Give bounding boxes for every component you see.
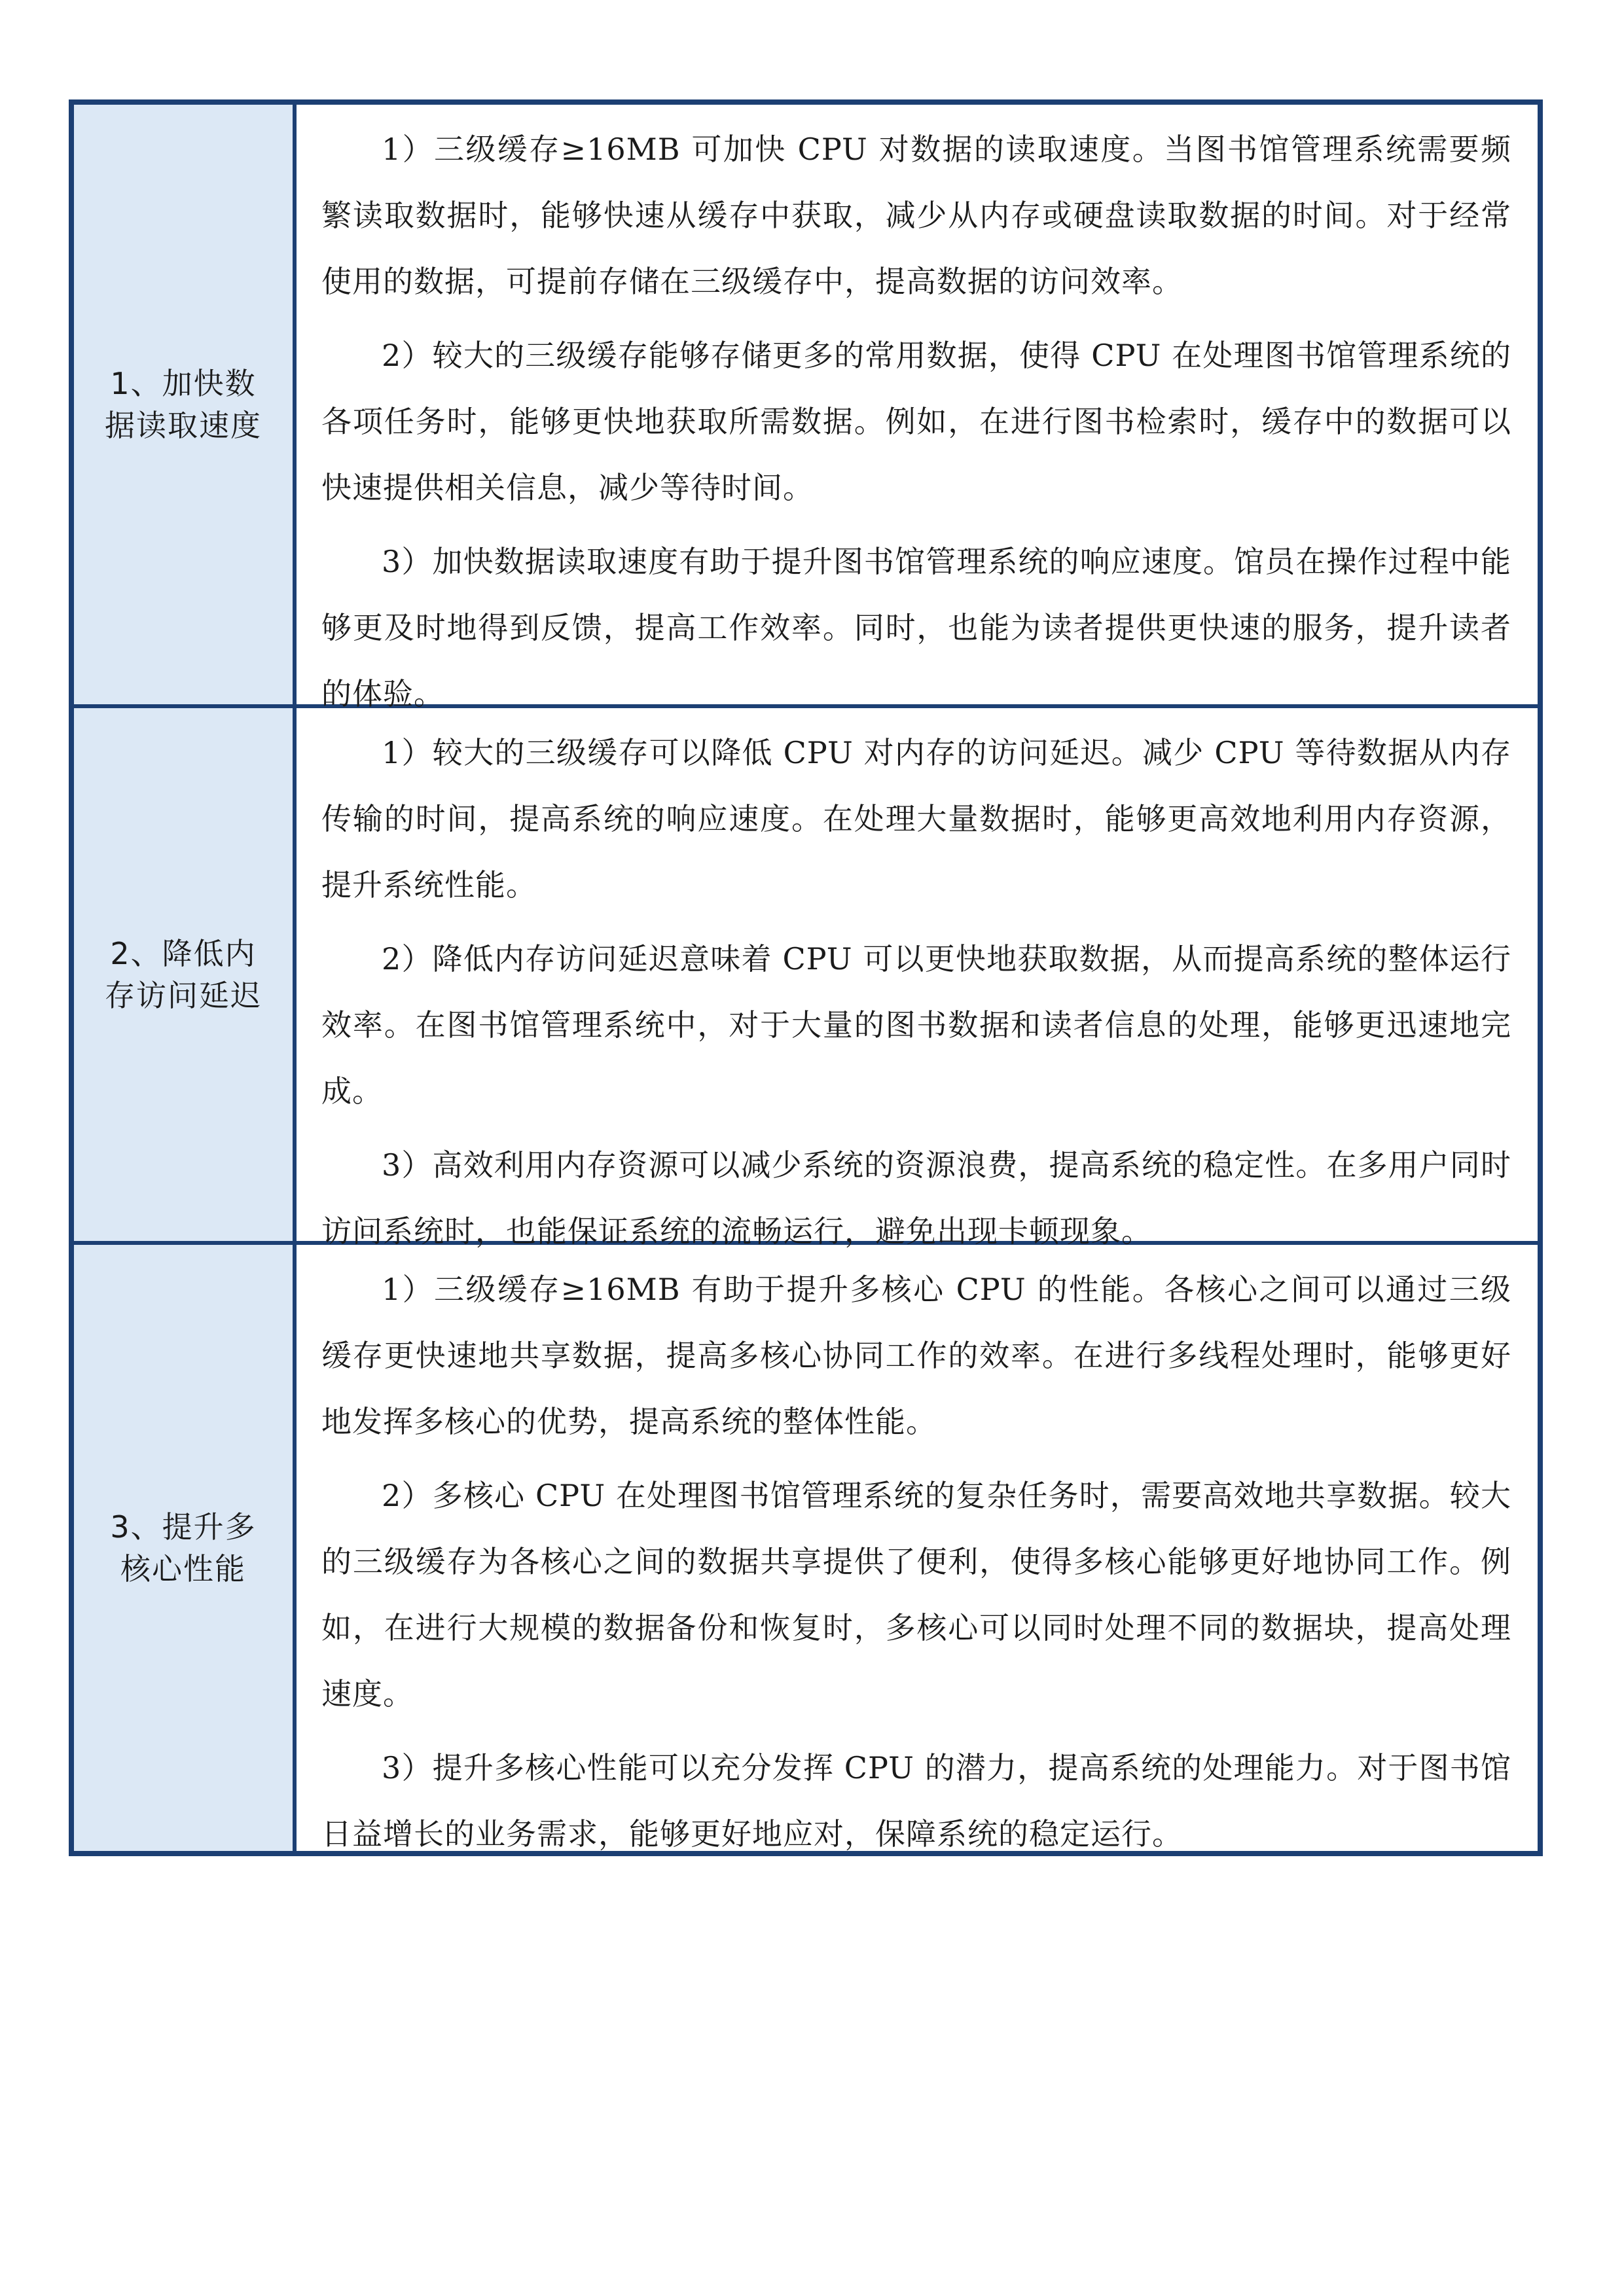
- paragraph: 2）较大的三级缓存能够存储更多的常用数据，使得 CPU 在处理图书馆管理系统的各项任务时，能够更快地获取所需数据。例如，在进行图书检索时，缓存中的数据可以快速提供相关信息，减少等待时间。: [321, 338, 1511, 505]
- paragraph: 1）三级缓存≥16MB 有助于提升多核心 CPU 的性能。各核心之间可以通过三级缓存更快速地共享数据，提高多核心协同工作的效率。在进行多线程处理时，能够更好地发挥多核心的优势，提高系统的整体性能。: [321, 1272, 1511, 1439]
- paragraph: 2）多核心 CPU 在处理图书馆管理系统的复杂任务时，需要高效地共享数据。较大的三级缓存为各核心之间的数据共享提供了便利，使得多核心能够更好地协同工作。例如，在进行大规模的数据备份和恢复时，多核心可以同时处理不同的数据块，提高处理速度。: [321, 1478, 1511, 1712]
- row-content-cell: [297, 105, 1538, 711]
- paragraph: 3）高效利用内存资源可以减少系统的资源浪费，提高系统的稳定性。在多用户同时访问系统时，也能保证系统的流畅运行，避免出现卡顿现象。: [321, 1147, 1511, 1249]
- row-label: 2、降低内存访问延迟: [105, 936, 262, 1013]
- row-content-cell: [297, 1245, 1538, 1851]
- row-label-cell: [74, 105, 297, 704]
- table-row: [74, 105, 1538, 711]
- paragraph: 3）加快数据读取速度有助于提升图书馆管理系统的响应速度。馆员在操作过程中能够更及时地得到反馈，提高工作效率。同时，也能为读者提供更快速的服务，提升读者的体验。: [321, 544, 1511, 711]
- paragraph: 3）提升多核心性能可以充分发挥 CPU 的潜力，提高系统的处理能力。对于图书馆日益增长的业务需求，能够更好地应对，保障系统的稳定运行。: [321, 1750, 1511, 1852]
- table-row: [74, 708, 1538, 1249]
- row-content-cell: [297, 708, 1538, 1249]
- paragraph: 1）较大的三级缓存可以降低 CPU 对内存的访问延迟。减少 CPU 等待数据从内存传输的时间，提高系统的响应速度。在处理大量数据时，能够更高效地利用内存资源，提升系统性能。: [321, 735, 1511, 903]
- row-label-cell: [74, 708, 297, 1241]
- row-label: 1、加快数据读取速度: [105, 366, 262, 443]
- paragraph: 2）降低内存访问延迟意味着 CPU 可以更快地获取数据，从而提高系统的整体运行效率。在图书馆管理系统中，对于大量的图书数据和读者信息的处理，能够更迅速地完成。: [321, 941, 1511, 1109]
- table-row: [74, 1245, 1538, 1851]
- paragraph: 1）三级缓存≥16MB 可加快 CPU 对数据的读取速度。当图书馆管理系统需要频繁读取数据时，能够快速从缓存中获取，减少从内存或硬盘读取数据的时间。对于经常使用的数据，可提前存储在三级缓存中，提高数据的访问效率。: [321, 132, 1511, 299]
- feature-table: [69, 99, 1543, 1856]
- row-label: 3、提升多核心性能: [110, 1509, 257, 1587]
- row-label-cell: [74, 1245, 297, 1851]
